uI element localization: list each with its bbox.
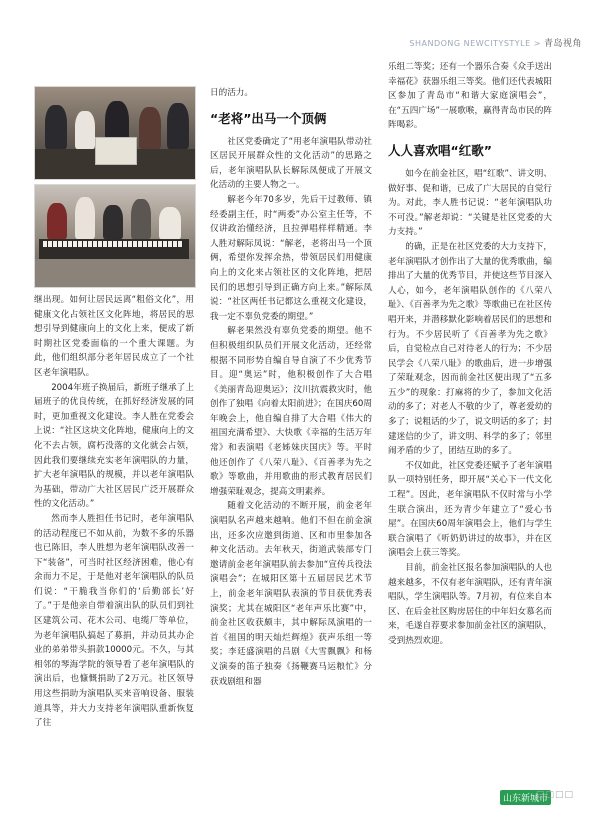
section-heading: “老将”出马一个顶俩 [210,110,327,126]
page-number: □□□□ [536,790,575,800]
running-header [409,36,582,49]
magazine-logo: 山东新城市 [500,790,551,805]
paragraph: 继出现。如何让居民远离“粗俗文化”，用健康文化占领社区文化阵地，将居民的思想引导到健康向上的文化上来，便成了新时期社区党委面临的一个重大课题。为此，他们组织部分老年居民成立了一个社区老年演唱队。 [34,295,194,378]
paragraph: 如今在前金社区，唱“红歌”、讲文明、做好事、促和谐，已成了广大居民的自觉行为。对此，李人胜书记说：“老年演唱队功不可没。”解老却说：“关键是社区党委的大力支持。” [388,168,552,238]
header-en: SHANDONG NEWCITYSTYLE [409,39,531,48]
paragraph: 社区党委确定了“用老年演唱队带动社区居民开展群众性的文化活动”的思路之后，老年演唱队队长解际凤便成了开展文化活动的主要人物之一。 [210,136,372,191]
paragraph: 目前，前金社区报名参加演唱队的人也越来越多，不仅有老年演唱队，还有青年演唱队，学生演唱队等。7月初，有位来自本区、在后金社区购房居住的中年妇女慕名而来，毛遂自荐要求参加前金社区的演唱队，受到热烈欢迎。 [388,563,552,646]
header-sep: > [530,39,544,48]
paragraph: 然而李人胜担任书记时，老年演唱队的活动程度已不如从前，为数不多的乐器也已陈旧，李人胜想为老年演唱队改善一下“装备”，可当时社区经济困难，他心有余而力不足，于是他对老年演唱队的队员们说：“干脆我当你们的‘后勤部长’好了。”于是他亲自带着演出队的队员们到社区建筑公司、花木公司、电缆厂等单位，为老年演唱队搞起了募捐，并动员其办企业的弟弟带头捐款10000元。不久，与其相邻的琴海学院的领导看了老年演唱队的演出后，也慷慨捐助了2万元。社区领导用这些捐助为演唱队买来音响设备、服装道具等，并大力支持老年演唱队重新恢复了往 [34,513,194,729]
article-column-1 [34,293,194,731]
paragraph: 2004年班子换届后，新班子继承了上届班子的优良传统，在抓好经济发展的同时，更加重视文化建设。李人胜在党委会上说：“社区这块文化阵地，健康向上的文化不去占领，腐朽没落的文化就会占领，因此我们要继续充实老年演唱队的力量，扩大老年演唱队的规模，并以老年演唱队为基础，带动广大社区居民广泛开展群众性的文化活动。” [34,382,194,510]
paragraph: 日的活力。 [210,88,253,98]
paragraph: 解老果然没有辜负党委的期望。他不但积极组织队员们开展文化活动，还经常根据不同形势自编自导自演了不少优秀节目。迎“奥运”时，他积极创作了大合唱《美丽青岛迎奥运》；汶川抗震救灾时，他创作了独唱《向着太阳前进》；在国庆60周年晚会上，他自编自排了大合唱《伟大的祖国充满希望》、大快歌《幸福的生活万年常》和表演唱《老姊妹庆国庆》等。平时他还创作了《八荣八耻》、《百善孝为先之歌》等歌曲，并用歌曲的形式教育居民们增强荣耻观念，提高文明素养。 [210,326,372,497]
paragraph: 不仅如此，社区党委还赋予了老年演唱队一项特别任务，即开展“关心下一代文化工程”。因此，老年演唱队不仅时常与小学生联合演出，还为青少年建立了“爱心书屋”。在国庆60周年演唱会上，他们与学生联合演唱了《听奶奶讲过的故事》，并在区演唱会上获三等奖。 [388,460,552,559]
section-heading: 人人喜欢唱“红歌” [388,142,492,158]
paragraph: 随着文化活动的不断开展，前金老年演唱队名声越来越响。他们不但在前金演出，还多次应邀到街道、区和市里参加各种文化活动。去年秋天，街道武装部专门邀请前金老年演唱队前去参加“宣传兵役法演唱会”；在城阳区第十五届居民艺术节上，前金老年演唱队表演的节目获优秀表演奖；尤其在城阳区“老年声乐比赛”中，前金社区收获颇丰，其中解际凤演唱的一首《祖国的明天灿烂辉煌》获声乐组一等奖；李廷盛演唱的吕剧《大雪飘飘》和杨义演奏的笛子独奏《扬鞭赛马运粮忙》分获戏剧组和器 [210,501,372,687]
article-column-3 [388,60,552,649]
keyboard-ensemble-photo [34,184,196,288]
paragraph: 的确，正是在社区党委的大力支持下，老年演唱队才创作出了大量的优秀歌曲，编排出了大量的优秀节目，并使这些节目深入人心，如今，老年演唱队创作的《八荣八耻》、《百善孝为先之歌》等歌曲已在社区传唱开来，并潜移默化影响着居民们的思想和行为。不少居民听了《百善孝为先之歌》后，自觉检点自己对待老人的行为；不少居民学会《八荣八耻》的歌曲后，进一步增强了荣耻观念，因而前金社区便出现了“五多五少”的现象：打麻将的少了，参加文化活动的多了；对老人不敬的少了，尊老爱幼的多了；说粗话的少了，说文明话的多了；封建迷信的少了，讲文明、科学的多了；邻里闹矛盾的少了，团结互助的多了。 [388,241,552,457]
band-rehearsal-photo [34,86,196,180]
article-column-2 [210,86,372,689]
paragraph: 乐组二等奖；还有一个器乐合奏《众手送出幸福花》获器乐组三等奖。他们还代表城阳区参加了青岛市“和谐大家庭演唱会”，在“五四广场”一展歌喉，赢得青岛市民的阵阵喝彩。 [388,62,552,131]
header-section: 青岛视角 [543,39,582,49]
paragraph: 解老今年70多岁，先后干过教师、镇经委副主任，时“两委”办公室主任等，不仅讲政治懂经济，且拉弹唱样样精通。李人胜对解际凤说：“解老，老将出马一个顶俩，希望你发挥余热，带领居民们用健康向上的文化来占领社区的文化阵地，把居民们的思想引导到正确方向上来。”解际凤说：“社区两任书记都这么重视文化建设，我一定不辜负党委的期望。” [210,194,372,322]
